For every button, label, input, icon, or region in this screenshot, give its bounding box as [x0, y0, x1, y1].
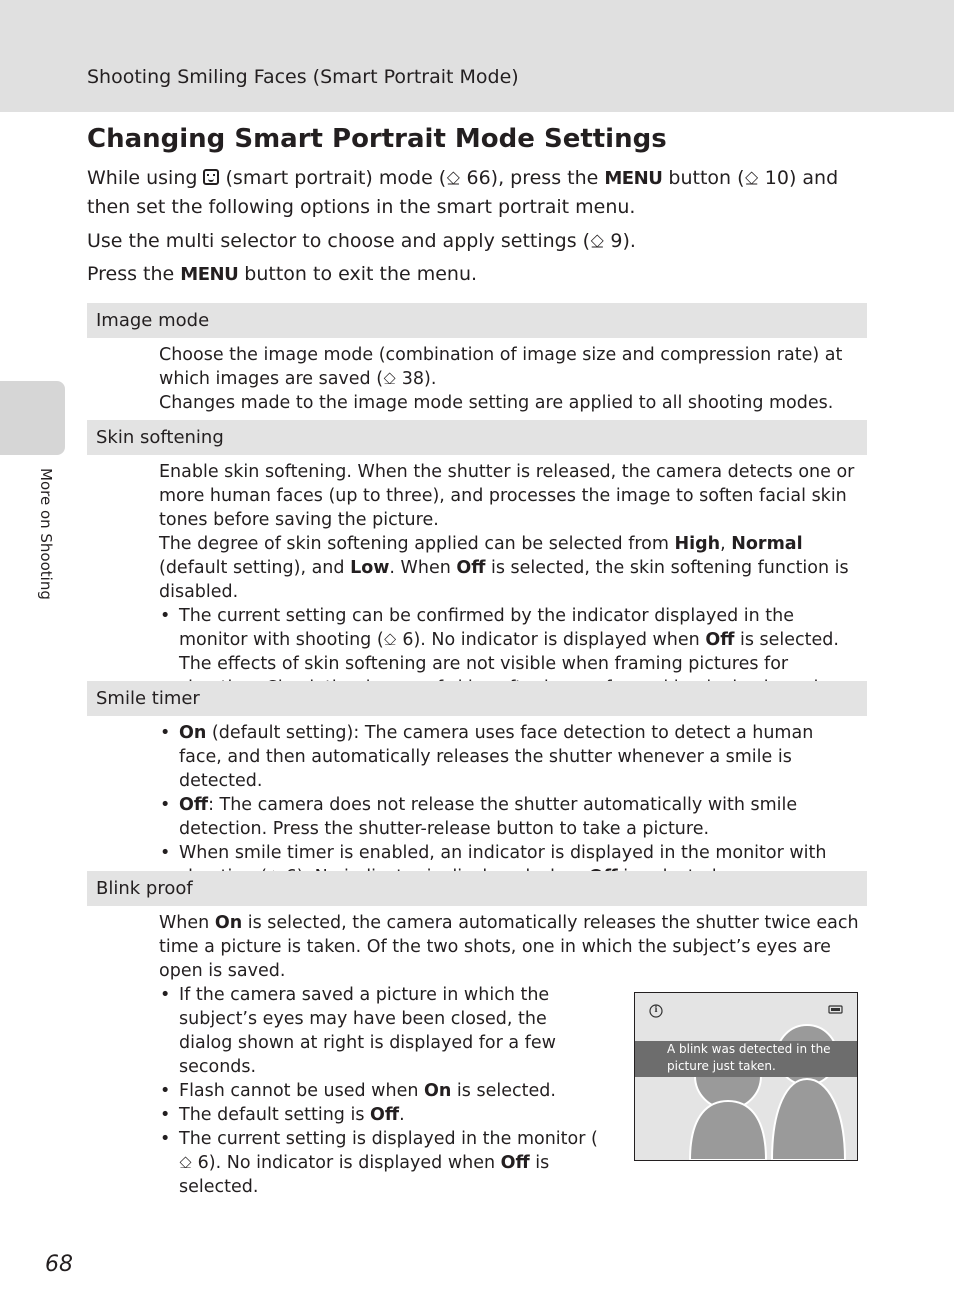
running-header: Shooting Smiling Faces (Smart Portrait Mode): [87, 66, 519, 88]
chapter-tab-label: More on Shooting: [37, 468, 55, 600]
battery-level: [831, 1008, 840, 1011]
info-icon-glyph: i: [654, 1004, 658, 1014]
book-reference-icon: ⎐: [383, 630, 397, 649]
image-mode-paragraph: Choose the image mode (combination of image size and compression rate) at which images are saved (⎐ 38).: [159, 345, 843, 389]
blink-warning-screen-illustration: [634, 992, 858, 1161]
menu-button-icon: MENU: [180, 264, 239, 285]
page-number: 68: [45, 1252, 73, 1277]
image-mode-note: Changes made to the image mode setting are applied to all shooting modes.: [159, 393, 834, 413]
book-reference-icon: ⎐: [590, 231, 605, 252]
book-reference-icon: ⎐: [383, 369, 397, 388]
skin-softening-body: [159, 460, 859, 700]
header-band: [0, 0, 954, 112]
book-reference-icon: ⎐: [179, 1153, 193, 1172]
image-mode-body: [159, 343, 859, 415]
list-item: • When smile timer is enabled, an indicator is displayed in the monitor with: [159, 841, 859, 889]
list-item: • On (default setting): The camera uses face detection to detect a human face, and then automatically releases the shutter whenever a smile is detected.: [159, 721, 859, 793]
list-item: • The default setting is Off.: [159, 1103, 599, 1127]
blink-warning-message: A blink was detected in the picture just taken.: [667, 1042, 831, 1073]
blink-proof-intro: [159, 911, 859, 983]
section-heading-skin-softening: Skin softening: [87, 420, 867, 455]
skin-softening-levels: The degree of skin softening applied can be selected from High, Normal (default setting), and Low. When Off is selected, the skin softening function is disabled.: [159, 534, 849, 602]
list-item: • The current setting can be confirmed by the indicator displayed in the monitor with shooting (⎐ 6). No indicator is displayed when Off is selected. The effects of skin softening are not visible when framing pictures for: [159, 604, 859, 700]
smart-portrait-mode-icon: [203, 169, 219, 185]
section-heading-image-mode: Image mode: [87, 303, 867, 338]
blink-proof-paragraph: When On is selected, the camera automatically releases the shutter twice each time a picture is taken. Of the two shots, one in which the subject’s eyes are open is saved.: [159, 913, 859, 981]
chapter-tab: [0, 381, 65, 455]
intro-paragraph-2: Use the multi selector to choose and apply settings (⎐ 9).: [87, 227, 877, 256]
intro-paragraph-1: While using (smart portrait) mode (⎐ 66), press the MENU button (⎐ 10) and then set the following options in the smart portrait menu.: [87, 164, 877, 222]
book-reference-icon: ⎐: [446, 168, 461, 189]
list-item: • Off: The camera does not release the shutter automatically with smile detection. Press the shutter-release button to take a picture.: [159, 793, 859, 841]
section-heading-blink-proof: Blink proof: [87, 871, 867, 906]
list-item: • The current setting is displayed in the monitor (⎐ 6). No indicator is displayed when Off is selected.: [159, 1127, 599, 1199]
book-reference-icon: ⎐: [744, 168, 759, 189]
skin-softening-paragraph: Enable skin softening. When the shutter is released, the camera detects one or more human faces (up to three), and processes the image to soften facial skin tones before saving the picture.: [159, 462, 855, 530]
smile-timer-body: [159, 721, 859, 889]
list-item: • If the camera saved a picture in which the subject’s eyes may have been closed, the dialog shown at right is displayed for a few seconds.: [159, 983, 599, 1079]
page-title: Changing Smart Portrait Mode Settings: [87, 124, 667, 154]
blink-proof-list: [159, 983, 599, 1199]
list-item: • Flash cannot be used when On is selected.: [159, 1079, 599, 1103]
monitor-scene: [635, 993, 857, 1160]
intro-paragraph-3: Press the MENU button to exit the menu.: [87, 263, 478, 285]
menu-button-icon: MENU: [604, 168, 663, 189]
section-heading-smile-timer: Smile timer: [87, 681, 867, 716]
